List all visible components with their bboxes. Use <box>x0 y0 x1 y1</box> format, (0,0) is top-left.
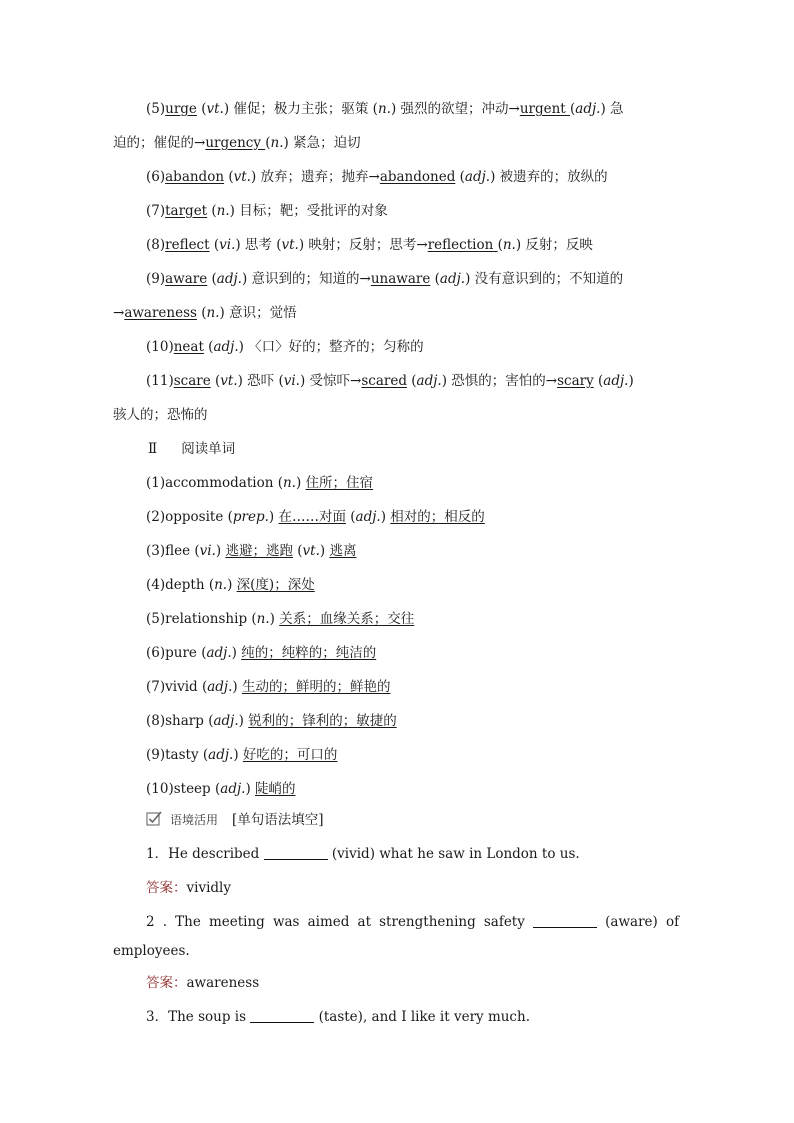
exercise-header <box>146 810 324 833</box>
answer-label: 答案： <box>146 880 187 896</box>
reading-text: (5) <box>146 611 166 627</box>
reading-word-item <box>146 711 397 731</box>
reading-word-item <box>146 745 337 765</box>
reading-word: tasty <box>165 747 199 763</box>
answer-1: 答案：vividly <box>146 880 231 896</box>
reading-text: prep. <box>232 509 269 525</box>
reading-word-item <box>146 575 315 595</box>
reading-word: depth <box>165 577 205 593</box>
exercise-title: [单句语法填空] <box>232 812 324 828</box>
vocab-line-target: (7)target (n.) 目标；靶；受批评的对象 <box>146 203 388 219</box>
section-title: 阅读单词 <box>181 441 236 457</box>
vocab-line-reflect: (8)reflect (vi.) 思考 (vt.) 映射；反射；思考→reflection (n.) 反射；反映 <box>146 237 593 253</box>
reading-text: adj. <box>208 747 234 763</box>
reading-answer: 纯的；纯粹的；纯洁的 <box>241 645 377 661</box>
answer-2: 答案：awareness <box>146 975 260 991</box>
reading-word: vivid <box>165 679 198 695</box>
reading-word-item <box>146 473 373 493</box>
reading-word: flee <box>165 543 191 559</box>
reading-text: n. <box>256 611 270 627</box>
vocab-line-scary-cont: 骇人的；恐怖的 <box>113 407 208 423</box>
reading-word-item <box>146 609 414 629</box>
reading-answer: 锐利的；锋利的；敏捷的 <box>248 713 397 729</box>
reading-text: ) <box>295 475 306 491</box>
question-2: 2 . The meeting was aimed at strengthening safety (aware) of <box>146 914 680 930</box>
reading-word-item <box>146 541 356 561</box>
reading-text: n. <box>282 475 296 491</box>
question-1: 1．He described (vivid) what he saw in London to us. <box>146 846 580 862</box>
vocab-line-scare: (11)scare (vt.) 恐吓 (vi.) 受惊吓→scared (adj.) 恐惧的；害怕的→scary (adj.) <box>146 373 634 389</box>
reading-text: ) <box>380 509 391 525</box>
reading-text: ( <box>197 679 208 695</box>
checkbox-pen-icon <box>146 810 164 833</box>
reading-text: (6) <box>146 645 166 661</box>
reading-text: ( <box>292 543 303 559</box>
reading-text: ) <box>319 543 330 559</box>
reading-answer: 住所；住宿 <box>305 475 374 491</box>
reading-text: ( <box>210 781 221 797</box>
reading-text: adj. <box>355 509 381 525</box>
reading-text: ) <box>232 679 242 695</box>
reading-word-item <box>146 643 376 663</box>
reading-text: ( <box>345 509 356 525</box>
reading-text: ) <box>245 781 255 797</box>
reading-text: ( <box>273 475 283 491</box>
reading-answer: 关系；血缘关系；交往 <box>279 611 415 627</box>
answer-blank[interactable] <box>264 845 328 860</box>
reading-word: opposite <box>165 509 224 525</box>
reading-word: steep <box>173 781 211 797</box>
reading-text: ( <box>198 747 209 763</box>
reading-text: (9) <box>146 747 166 763</box>
vocab-line-aware: (9)aware (adj.) 意识到的；知道的→unaware (adj.) 没有意识到的；不知道的 <box>146 271 624 287</box>
answer-label: 答案： <box>146 975 187 991</box>
reading-text: adj. <box>213 713 239 729</box>
reading-text: adj. <box>220 781 246 797</box>
reading-text: (2) <box>146 509 166 525</box>
reading-text: ) <box>269 611 280 627</box>
reading-word-item <box>146 507 485 527</box>
reading-text: adj. <box>207 679 233 695</box>
reading-text: vi. <box>199 543 216 559</box>
section-heading <box>148 439 235 459</box>
reading-text: ) <box>227 577 237 593</box>
reading-word-item <box>146 779 296 799</box>
reading-text: n. <box>214 577 228 593</box>
vocab-line-neat: (10)neat (adj.) 〈口〉好的；整齐的；匀称的 <box>146 339 424 355</box>
reading-text: ) <box>268 509 279 525</box>
reading-text: ) <box>231 645 242 661</box>
reading-answer: 深(度)；深处 <box>236 577 315 593</box>
answer-blank[interactable] <box>533 913 597 928</box>
reading-text: ( <box>223 509 233 525</box>
reading-text: ( <box>204 577 215 593</box>
reading-answer: 逃离 <box>329 543 357 559</box>
reading-text: ) <box>215 543 226 559</box>
vocab-line-urgency: 迫的；催促的→urgency (n.) 紧急；迫切 <box>113 135 361 151</box>
reading-text: adj. <box>206 645 232 661</box>
reading-answer: 陡峭的 <box>255 781 296 797</box>
reading-text: ( <box>203 713 214 729</box>
reading-text: (1) <box>146 475 166 491</box>
reading-word: pure <box>165 645 197 661</box>
reading-answer: 在……对面 <box>278 509 346 525</box>
reading-answer: 好吃的；可口的 <box>242 747 338 763</box>
reading-answer: 生动的；鲜明的；鲜艳的 <box>241 679 391 695</box>
answer-blank[interactable] <box>250 1008 314 1023</box>
vocab-line-abandon: (6)abandon (vt.) 放弃；遗弃；抛弃→abandoned (adj.) 被遗弃的；放纵的 <box>146 169 608 185</box>
reading-text: vt. <box>302 543 320 559</box>
reading-word-item <box>146 677 390 697</box>
reading-text: (4) <box>146 577 166 593</box>
vocab-line-awareness: →awareness (n.) 意识；觉悟 <box>113 305 297 321</box>
reading-text: ) <box>238 713 249 729</box>
reading-word: accommodation <box>165 475 274 491</box>
reading-word: sharp <box>165 713 204 729</box>
question-3: 3．The soup is (taste), and I like it very much. <box>146 1009 530 1025</box>
reading-text: ( <box>247 611 257 627</box>
reading-text: ) <box>233 747 243 763</box>
reading-text: ( <box>190 543 200 559</box>
reading-text: (10) <box>146 781 174 797</box>
reading-answer: 逃避；逃跑 <box>225 543 293 559</box>
question-2-cont: employees. <box>113 943 190 959</box>
reading-text: (3) <box>146 543 166 559</box>
reading-word: relationship <box>165 611 248 627</box>
reading-text: ( <box>196 645 207 661</box>
reading-text: (8) <box>146 713 166 729</box>
exercise-tag: 语境活用 <box>170 813 219 827</box>
reading-text: (7) <box>146 679 166 695</box>
reading-answer: 相对的；相反的 <box>390 509 485 525</box>
vocab-line-urge: (5)urge (vt.) 催促；极力主张；驱策 (n.) 强烈的欲望；冲动→urgent (adj.) 急 <box>146 101 624 117</box>
section-number: Ⅱ <box>148 441 158 457</box>
